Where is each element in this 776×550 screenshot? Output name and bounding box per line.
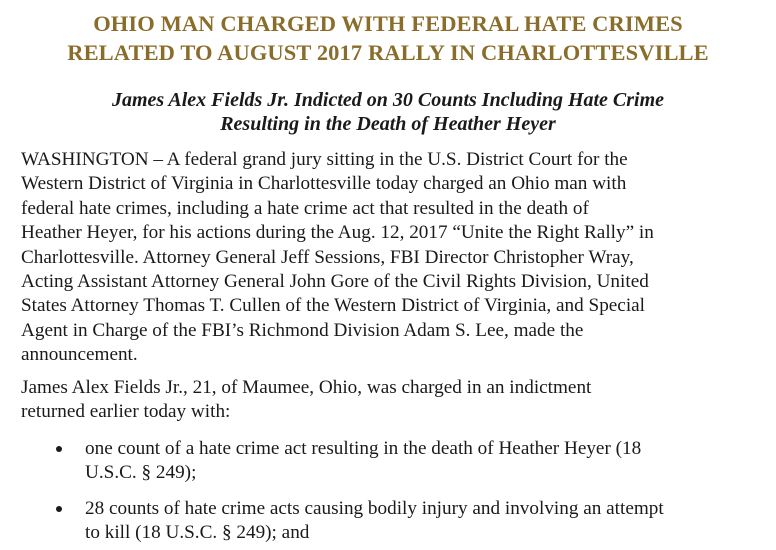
charge-line: U.S.C. § 249); bbox=[85, 462, 197, 484]
charge-item bbox=[0, 497, 776, 546]
paragraph-line: Acting Assistant Attorney General John Gore of the Civil Rights Division, United bbox=[21, 271, 649, 293]
charge-item bbox=[0, 437, 776, 486]
charge-line: to kill (18 U.S.C. § 249); and bbox=[85, 522, 310, 544]
headline-line-2: RELATED TO AUGUST 2017 RALLY IN CHARLOTTESVILLE bbox=[67, 40, 709, 65]
subheadline-line-1: James Alex Fields Jr. Indicted on 30 Counts Including Hate Crime bbox=[111, 89, 665, 111]
paragraph-line: States Attorney Thomas T. Cullen of the Western District of Virginia, and Special bbox=[21, 295, 645, 317]
charge-line: 28 counts of hate crime acts causing bodily injury and involving an attempt bbox=[85, 497, 664, 519]
subheadline-line-2: Resulting in the Death of Heather Heyer bbox=[220, 113, 556, 135]
charges-list bbox=[0, 437, 776, 550]
subheadline bbox=[20, 88, 756, 136]
paragraph-line: Western District of Virginia in Charlottesville today charged an Ohio man with bbox=[21, 173, 627, 195]
paragraph-charges-intro bbox=[21, 376, 761, 425]
paragraph-line: returned earlier today with: bbox=[21, 401, 231, 423]
charge-text bbox=[85, 437, 776, 486]
paragraph-line: federal hate crimes, including a hate crime act that resulted in the death of bbox=[21, 197, 589, 219]
paragraph-line: Charlottesville. Attorney General Jeff Sessions, FBI Director Christopher Wray, bbox=[21, 246, 634, 268]
paragraph-line: announcement. bbox=[21, 344, 138, 366]
paragraph-line: James Alex Fields Jr., 21, of Maumee, Ohio, was charged in an indictment bbox=[21, 377, 592, 398]
charge-text bbox=[85, 497, 776, 546]
paragraph-line: WASHINGTON – A federal grand jury sitting in the U.S. District Court for the bbox=[21, 149, 628, 170]
charge-line: one count of a hate crime act resulting in the death of Heather Heyer (18 bbox=[85, 438, 642, 459]
headline-line-1: OHIO MAN CHARGED WITH FEDERAL HATE CRIMES bbox=[93, 11, 683, 36]
bullet-icon bbox=[56, 446, 62, 452]
paragraph-announcement bbox=[21, 148, 761, 368]
headline bbox=[20, 9, 756, 67]
paragraph-line: Agent in Charge of the FBI’s Richmond Division Adam S. Lee, made the bbox=[21, 319, 584, 341]
paragraph-line: Heather Heyer, for his actions during the Aug. 12, 2017 “Unite the Right Rally” in bbox=[21, 222, 654, 244]
bullet-icon bbox=[56, 506, 62, 512]
